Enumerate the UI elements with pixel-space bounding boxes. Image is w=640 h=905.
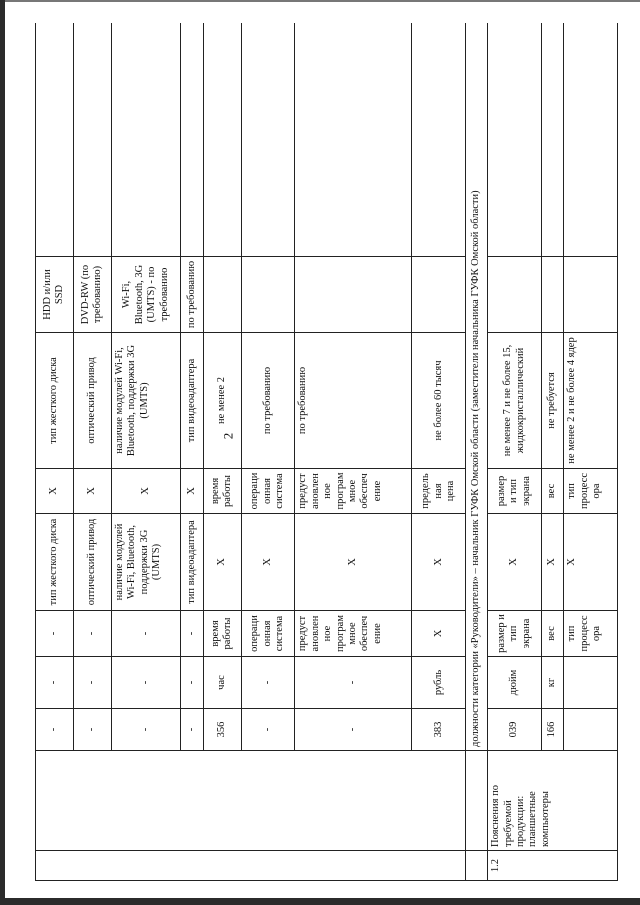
table-cell: - bbox=[73, 709, 111, 751]
table-cell: X bbox=[241, 514, 295, 611]
table-cell: предустановленное программное обеспечение bbox=[295, 611, 412, 657]
table-cell: 166 bbox=[541, 709, 563, 751]
table-cell: операционная система bbox=[241, 469, 295, 514]
scan-edge-top bbox=[0, 0, 640, 2]
table-cell: X bbox=[36, 469, 74, 514]
empty-cell bbox=[488, 23, 542, 257]
empty-cell bbox=[488, 257, 542, 333]
table-cell: рубль bbox=[412, 657, 466, 709]
table-cell: - bbox=[73, 657, 111, 709]
empty-cell bbox=[466, 851, 488, 881]
empty-cell bbox=[564, 23, 618, 257]
table-cell: не менее 7 и не более 15, жидкокристаллический bbox=[488, 333, 542, 469]
table-cell: 383 bbox=[412, 709, 466, 751]
table-cell: вес bbox=[541, 469, 563, 514]
empty-cell bbox=[295, 23, 412, 257]
empty-cell bbox=[412, 257, 466, 333]
table-cell: - bbox=[111, 611, 181, 657]
table-cell: X bbox=[203, 514, 241, 611]
table-cell: - bbox=[181, 657, 203, 709]
table-cell: - bbox=[295, 657, 412, 709]
empty-number-cell bbox=[36, 851, 466, 881]
table-cell: не менее 2 и не более 4 ядер bbox=[564, 333, 618, 469]
empty-cell bbox=[295, 257, 412, 333]
table-cell: - bbox=[295, 709, 412, 751]
empty-cell bbox=[466, 751, 488, 851]
table-cell: не более 60 тысяч bbox=[412, 333, 466, 469]
table-cell: тип процессора bbox=[564, 611, 618, 657]
table-cell: кг bbox=[541, 657, 563, 709]
table-cell: - bbox=[111, 657, 181, 709]
table-cell: тип жесткого диска bbox=[36, 333, 74, 469]
table-cell: Wi-Fi, Bluetooth, 3G (UMTS) - по требованию bbox=[111, 257, 181, 333]
table-cell: по требованию bbox=[295, 333, 412, 469]
table-cell: X bbox=[564, 514, 618, 611]
table-row bbox=[36, 23, 74, 881]
section-number: 1.2 bbox=[488, 851, 618, 881]
empty-cell bbox=[241, 257, 295, 333]
table-cell: предустановленное программное обеспечение bbox=[295, 469, 412, 514]
table-cell: тип видеоадаптера bbox=[181, 333, 203, 469]
table-cell: - bbox=[36, 657, 74, 709]
table-cell: - bbox=[181, 611, 203, 657]
empty-title-cell bbox=[36, 751, 466, 851]
document-table-area bbox=[35, 23, 618, 881]
empty-cell bbox=[241, 23, 295, 257]
table-cell: - bbox=[36, 709, 74, 751]
table-cell: предельная цена bbox=[412, 469, 466, 514]
table-cell: DVD-RW (по требованию) bbox=[73, 257, 111, 333]
section-heading-row bbox=[466, 23, 488, 881]
table-cell: тип процессора bbox=[564, 469, 618, 514]
table-cell: по требованию bbox=[181, 257, 203, 333]
table-cell: оптический привод bbox=[73, 514, 111, 611]
scan-edge-bottom bbox=[0, 898, 640, 905]
empty-cell bbox=[111, 23, 181, 257]
table-cell: - bbox=[73, 611, 111, 657]
empty-cell bbox=[541, 257, 563, 333]
table-cell: X bbox=[412, 514, 466, 611]
table-cell: HDD и/или SSD bbox=[36, 257, 74, 333]
table-cell: X bbox=[73, 469, 111, 514]
table-cell: X bbox=[488, 514, 542, 611]
table-cell: X bbox=[541, 514, 563, 611]
empty-cell bbox=[203, 23, 241, 257]
table-cell bbox=[564, 657, 618, 709]
table-cell: тип видеоадаптера bbox=[181, 514, 203, 611]
table-cell: 356 bbox=[203, 709, 241, 751]
table-cell: X bbox=[412, 611, 466, 657]
page-number: 2 bbox=[220, 432, 236, 440]
table-cell: наличие модулей Wi-Fi, Bluetooth, поддержки 3G (UMTS) bbox=[111, 514, 181, 611]
empty-cell bbox=[203, 257, 241, 333]
section-title: Пояснения по требуемой продукции: планшетные компьютеры bbox=[488, 751, 618, 851]
table-cell: - bbox=[111, 709, 181, 751]
table-cell: 039 bbox=[488, 709, 542, 751]
table-cell: X bbox=[181, 469, 203, 514]
empty-cell bbox=[181, 23, 203, 257]
empty-cell bbox=[412, 23, 466, 257]
table-cell: оптический привод bbox=[73, 333, 111, 469]
table-cell: - bbox=[36, 611, 74, 657]
table-cell bbox=[564, 709, 618, 751]
table-cell: наличие модулей Wi-Fi, Bluetooth, поддержки 3G (UMTS) bbox=[111, 333, 181, 469]
table-cell: размер и тип экрана bbox=[488, 469, 542, 514]
empty-cell bbox=[36, 23, 74, 257]
table-cell: операционная система bbox=[241, 611, 295, 657]
table-cell: тип жесткого диска bbox=[36, 514, 74, 611]
table-cell: время работы bbox=[203, 469, 241, 514]
empty-cell bbox=[73, 23, 111, 257]
table-cell: X bbox=[295, 514, 412, 611]
table-row bbox=[488, 23, 542, 881]
table-cell: - bbox=[241, 709, 295, 751]
table-cell: вес bbox=[541, 611, 563, 657]
table-cell: - bbox=[181, 709, 203, 751]
section-heading: должности категории «Руководители» – начальник ГУФК Омской области (заместители начальника ГУФК Омской области) bbox=[466, 23, 488, 751]
table-cell: - bbox=[241, 657, 295, 709]
table-cell: дюйм bbox=[488, 657, 542, 709]
table-cell: не менее 2 bbox=[203, 333, 241, 469]
table-cell: час bbox=[203, 657, 241, 709]
table-cell: размер и тип экрана bbox=[488, 611, 542, 657]
table-cell: по требованию bbox=[241, 333, 295, 469]
table-cell: X bbox=[111, 469, 181, 514]
table-cell: время работы bbox=[203, 611, 241, 657]
empty-cell bbox=[564, 257, 618, 333]
empty-cell bbox=[541, 23, 563, 257]
requirements-table bbox=[35, 23, 618, 881]
table-cell: не требуется bbox=[541, 333, 563, 469]
scan-edge-left bbox=[0, 0, 5, 905]
